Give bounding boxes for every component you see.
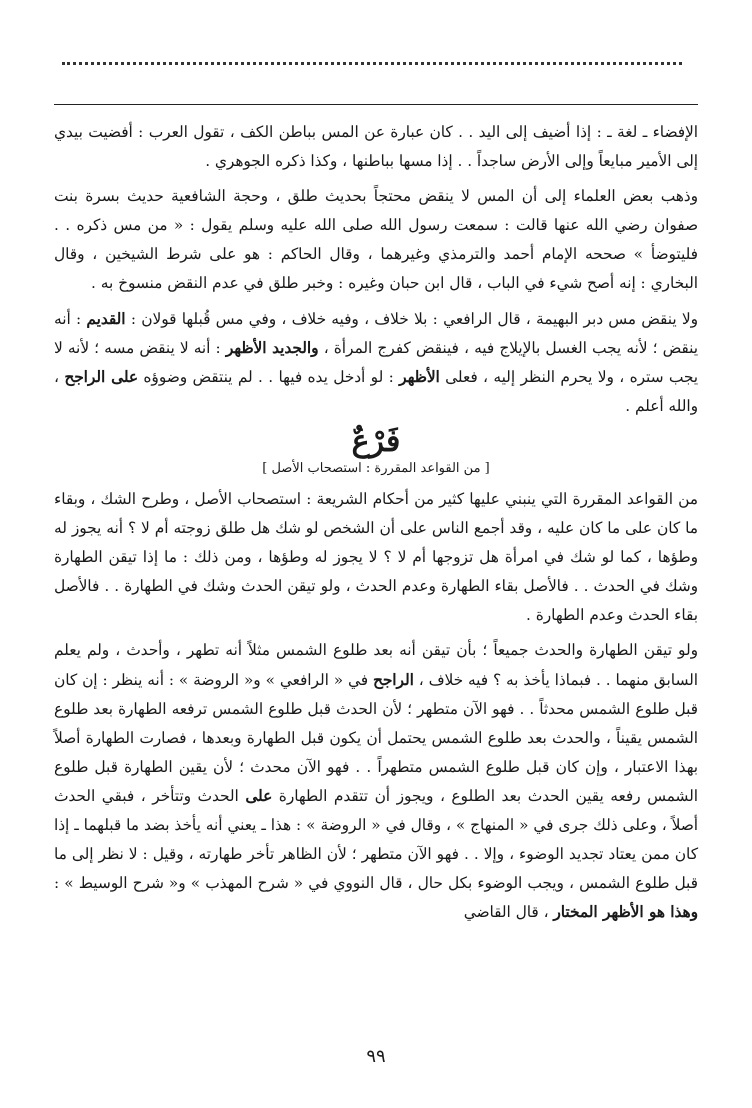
text-run: وذهب بعض العلماء إلى أن المس لا ينقض محتجاً بحديث طلق ، وحجة الشافعية حديث بسرة بنت صفوان رضي الله عنها قالت : سمعت رسول الله صلى الله عليه وسلم يقول : « من مس ذكره . . فليتوضأ » صححه الإمام أحمد والترمذي وغيرهما ، وقال الحاكم : هو على شرط الشيخين ، وقال البخاري : إنه أصح شيء في الباب ، قال ابن حبان وغيره : وخبر طلق في عدم النقض منسوخ به . [54, 187, 698, 293]
page-body [54, 118, 698, 927]
section-subtitle: [ من القواعد المقررة : استصحاب الأصل ] [262, 460, 490, 476]
text-run: في « الرافعي » و« الروضة » : أنه ينظر : إن كان قبل طلوع الشمس محدثاً . . فهو الآن متطهر ؛ لأن الحدث قبل طلوع الشمس ترفعه الطهارة بعد طلوع الشمس يقيناً ، والحدث بعد طلوع الشمس يحتمل أن يكون قبل الطهارة وبعدها ، فصارت الطهارة أصلاً بهذا الاعتبار ، وإن كان قبل طلوع الشمس متطهراً . . فهو الآن محدث ؛ لأن يقين الطهارة قبل طلوع الشمس رفعه يقين الحدث بعد الطلوع ، ويجوز أن تتقدم الطهارة [54, 670, 698, 805]
far-heading: فَرْعٌ [351, 423, 401, 459]
text-run: الحدث وتتأخر ، فبقي الحدث أصلاً ، وعلى ذلك جرى في « المنهاج » ، وقال في « الروضة » : هذا ـ يعني أنه يأخذ بضد ما قبلهما ـ إذا كان ممن يعتاد تجديد الوضوء ، وإلا . . فهو الآن متطهر ؛ لأن الظاهر تأخر طهارته ، وقيل : لا نظر إلى ما قبل طلوع الشمس ، ويجب الوضوء بكل حال ، قال النووي في « شرح المهذب » و« شرح الوسيط » : [54, 786, 698, 893]
text-run: ولو تيقن الطهارة والحدث جميعاً ؛ بأن تيقن أنه بعد طلوع الشمس مثلاً أنه تطهر ، وأحدث ، ولم يعلم السابق منهما . . فبماذا يأخذ به ؟ فيه خلاف ، [54, 641, 698, 689]
text-run: من القواعد المقررة التي ينبني عليها كثير من أحكام الشريعة : استصحاب الأصل ، وطرح الشك ، وبقاء ما كان على ما كان عليه ، وقد أجمع الناس على أن الشخص لو شك هل طلق زوجته أم لا ؟ أنه يجوز له وطؤها ، كما لو شك في امرأة هل تزوجها أم لا ؟ لا يجوز له وطؤها ، ومن ذلك : ما إذا تيقن الطهارة وشك في الحدث . . فالأصل بقاء الطهارة وعدم الحدث ، ولو تيقن الحدث وشك في الطهارة . . فالأصل بقاء الحدث وعدم الطهارة . [54, 489, 698, 625]
paragraph-bahima [54, 305, 698, 421]
bold-term: وهذا هو الأظهر المختار [553, 903, 698, 922]
text-run: : لو أدخل يده فيها . . لم ينتقض وضوؤه [138, 367, 400, 386]
bold-term: القديم [86, 309, 126, 328]
text-run: : أنه لا ينقض مسه ؛ لأنه لا يجب ستره ، ولا يحرم النظر إليه ، فعلى [54, 338, 698, 386]
text-run: : أنه ينقض ؛ لأنه يجب الغسل بالإيلاج فيه ، فينقض كفرج المرأة ، [54, 309, 698, 357]
paragraph-mass-hadith [54, 182, 698, 298]
bold-term: الراجح [372, 670, 414, 689]
paragraph-ifdaa [54, 118, 698, 176]
header-rule [54, 104, 698, 105]
page-number: ٩٩ [366, 1046, 386, 1067]
text-run: ، قال القاضي [463, 903, 554, 922]
paragraph-istishab [54, 485, 698, 630]
section-heading [54, 425, 698, 479]
bold-term: على [245, 786, 273, 805]
paragraph-tayaqqun [54, 636, 698, 927]
bold-term: والجديد الأظهر [225, 338, 319, 357]
bold-term: على الراجح [64, 367, 139, 386]
text-run: الإفضاء ـ لغة ـ : إذا أضيف إلى اليد . . كان عبارة عن المس بباطن الكف ، تقول العرب : أفضيت بيدي إلى الأمير مبايعاً وإلى الأرض ساجداً . . إذا مسها بباطنها ، وكذا ذكره الجوهري . [54, 123, 698, 171]
bold-term: الأظهر [399, 367, 440, 386]
text-run: ، والله أعلم . [54, 367, 698, 415]
text-run: ولا ينقض مس دبر البهيمة ، قال الرافعي : بلا خلاف ، وفيه خلاف ، وفي مس قُبلها قولان : [125, 309, 698, 328]
top-dotted-separator [62, 62, 682, 65]
